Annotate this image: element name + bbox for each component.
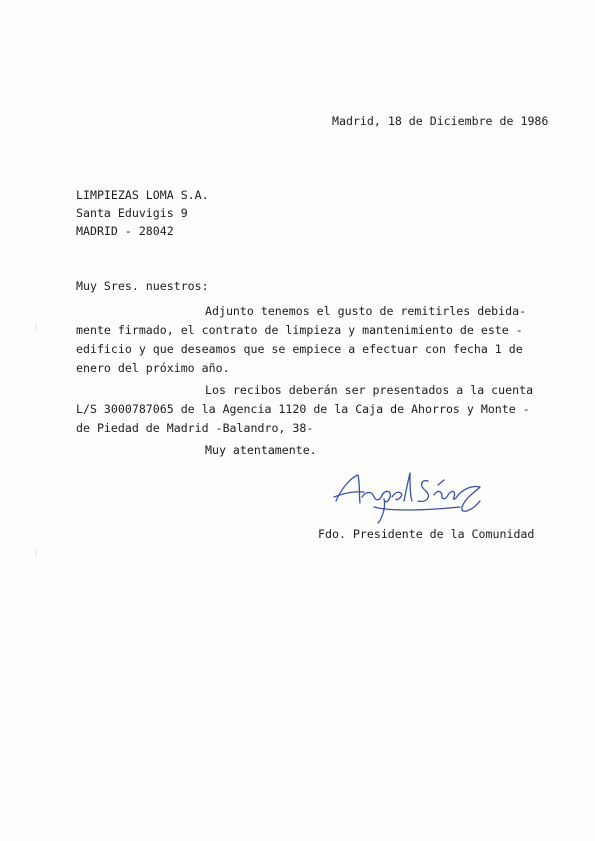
paragraph-line: edificio y que deseamos que se empiece a efectuar con fecha 1 de [76,342,523,356]
salutation: Muy Sres. nuestros: [76,279,209,293]
recipient-name: LIMPIEZAS LOMA S.A. [76,188,209,202]
paragraph-line: mente firmado, el contrato de limpieza y mantenimiento de este - [76,323,523,337]
recipient-city: MADRID - 28042 [76,224,174,238]
recipient-street: Santa Eduvigis 9 [76,206,188,220]
paragraph-line: Adjunto tenemos el gusto de remitirles debida- [205,304,527,318]
margin-mark: ) [34,322,38,331]
paragraph-line: enero del próximo año. [76,361,230,375]
handwritten-signature [330,467,500,525]
paragraph-line: de Piedad de Madrid -Balandro, 38- [76,421,314,435]
letter-date: Madrid, 18 de Diciembre de 1986 [332,114,549,128]
paragraph-line: L/S 3000787065 de la Agencia 1120 de la Caja de Ahorros y Monte - [76,402,530,416]
margin-mark: ) [34,549,38,558]
paragraph-line: Los recibos deberán ser presentados a la cuenta [205,383,534,397]
closing: Muy atentamente. [205,443,317,457]
signer-title: Fdo. Presidente de la Comunidad [318,527,535,541]
